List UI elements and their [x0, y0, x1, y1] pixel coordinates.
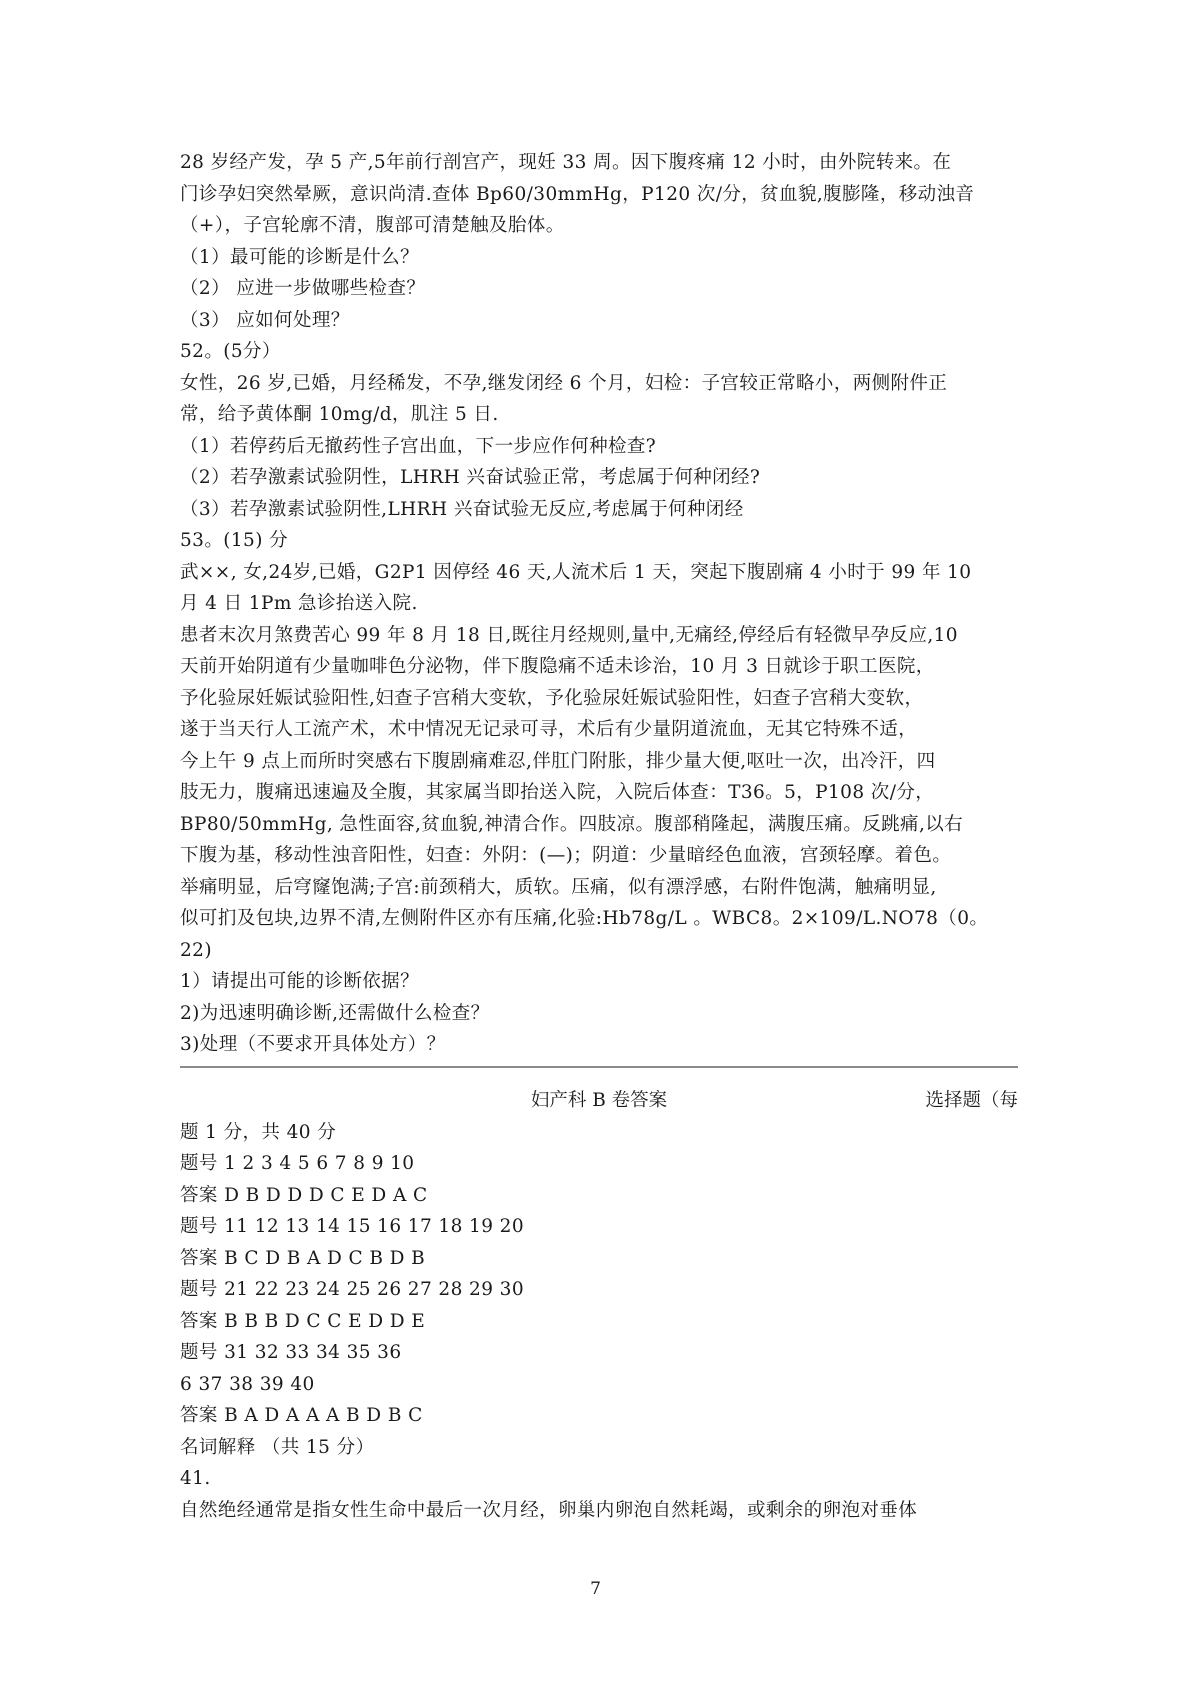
- case-53-line: 月 4 日 1Pm 急诊抬送入院.: [180, 593, 418, 614]
- answer-row: 答案 D B D D D C E D A C: [180, 1184, 428, 1206]
- answer-key-title: 妇产科 B 卷答案: [530, 1090, 668, 1111]
- case-53-line: 似可扪及包块,边界不清,左侧附件区亦有压痛,化验:Hb78g/L 。WBC8。2×109/L.NO78（0。: [180, 908, 989, 929]
- section-heading: 名词解释 （共 15 分）: [180, 1436, 375, 1458]
- case-52-line: 女性，26 岁,已婚，月经稀发，不孕,继发闭经 6 个月，妇检：子宫较正常略小，两侧附件正: [180, 372, 948, 394]
- case-53-line: 22): [180, 939, 212, 961]
- case-53-line: 予化验尿妊娠试验阳性,妇查子宫稍大变软，予化验尿妊娠试验阳性，妇查子宫稍大变软，: [180, 687, 924, 709]
- answer-key-header: [180, 1085, 1018, 1117]
- question-number-row: 题号 31 32 33 34 35 36: [180, 1342, 402, 1363]
- question-number-row: 题号 11 12 13 14 15 16 17 18 19 20: [180, 1216, 525, 1237]
- case-52-question: （2）若孕激素试验阴性，LHRH 兴奋试验正常，考虑属于何种闭经?: [180, 467, 761, 488]
- case-53-question: 1）请提出可能的诊断依据？: [180, 971, 419, 992]
- case-53-line: 患者末次月煞费苦心 99 年 8 月 18 日,既往月经规则,量中,无痛经,停经后有轻微早孕反应,10: [180, 624, 958, 646]
- case-51-line: （+），子宫轮廓不清，腹部可清楚触及胎体。: [180, 215, 565, 236]
- case-53-line: 武××, 女,24岁,已婚，G2P1 因停经 46 天,人流术后 1 天，突起下腹剧痛 4 小时于 99 年 10: [180, 561, 972, 583]
- answer-key-line: 题 1 分，共 40 分: [180, 1121, 337, 1143]
- question-number-row: 题号 1 2 3 4 5 6 7 8 9 10: [180, 1153, 415, 1174]
- section-divider: [180, 1066, 1018, 1068]
- definition-text: 自然绝经通常是指女性生命中最后一次月经，卵巢内卵泡自然耗竭，或剩余的卵泡对垂体: [180, 1499, 918, 1521]
- case-53-line: 下腹为基，移动性浊音阳性，妇查：外阴：(—)；阴道：少量暗经色血液，宫颈轻摩。着色。: [180, 845, 952, 866]
- case-51-line: 28 岁经产发，孕 5 产,5年前行剖宫产，现妊 33 周。因下腹疼痛 12 小时，由外院转来。在: [180, 152, 952, 173]
- case-52-line: 常，给予黄体酮 10mg/d，肌注 5 日.: [180, 404, 499, 425]
- question-number: 41.: [180, 1468, 211, 1489]
- answer-key-section: [180, 1085, 1018, 1526]
- case-53-heading: 53。(15) 分: [180, 530, 288, 551]
- answer-row: 答案 B A D A A A B D B C: [180, 1405, 423, 1426]
- answer-row: 答案 B C D B A D C B D B: [180, 1247, 426, 1269]
- case-51-question: （3） 应如何处理？: [180, 309, 350, 331]
- question-number-row: 6 37 38 39 40: [180, 1373, 315, 1395]
- case-51-line: 门诊孕妇突然晕厥，意识尚清.查体 Bp60/30mmHg，P120 次/分，贫血貌,腹膨隆，移动浊音: [180, 183, 975, 205]
- case-52-question: （1）若停药后无撤药性子宫出血，下一步应作何种检查?: [180, 435, 657, 457]
- case-53-question: 3)处理（不要求开具体处方）？: [180, 1034, 446, 1055]
- case-51-question: （2） 应进一步做哪些检查？: [180, 278, 426, 299]
- case-53-line: 今上午 9 点上而所时突感右下腹剧痛难忍,伴肛门附胀，排少量大便,呕吐一次，出冷汗，四: [180, 750, 936, 772]
- case-53-line: 天前开始阴道有少量咖啡色分泌物，伴下腹隐痛不适未诊治，10 月 3 日就诊于职工医院，: [180, 656, 935, 677]
- questions-section: [180, 147, 1018, 1061]
- answer-row: 答案 B B B D C C E D D E: [180, 1310, 426, 1332]
- case-51-question: （1）最可能的诊断是什么？: [180, 246, 419, 268]
- case-53-line: 遂于当天行人工流产术，术中情况无记录可寻，术后有少量阴道流血，无其它特殊不适，: [180, 719, 918, 740]
- case-53-line: 肢无力，腹痛迅速遍及全腹，其家属当即抬送入院，入院后体查：T36。5，P108 次/分，: [180, 782, 935, 803]
- case-53-line: 举痛明显，后穹窿饱满;子宫:前颈稍大，质软。压痛，似有漂浮感，右附件饱满，触痛明显,: [180, 876, 937, 898]
- answer-key-section-label: 选择题（每: [925, 1090, 1018, 1111]
- case-52-heading: 52。(5分）: [180, 341, 281, 362]
- question-number-row: 题号 21 22 23 24 25 26 27 28 29 30: [180, 1279, 525, 1300]
- page-number: 7: [590, 1579, 601, 1599]
- case-52-question: （3）若孕激素试验阴性,LHRH 兴奋试验无反应,考虑属于何种闭经: [180, 498, 744, 520]
- case-53-line: BP80/50mmHg, 急性面容,贫血貌,神清合作。四肢凉。腹部稍隆起，满腹压痛。反跳痛,以右: [180, 813, 964, 835]
- case-53-question: 2)为迅速明确诊断,还需做什么检查？: [180, 1002, 490, 1024]
